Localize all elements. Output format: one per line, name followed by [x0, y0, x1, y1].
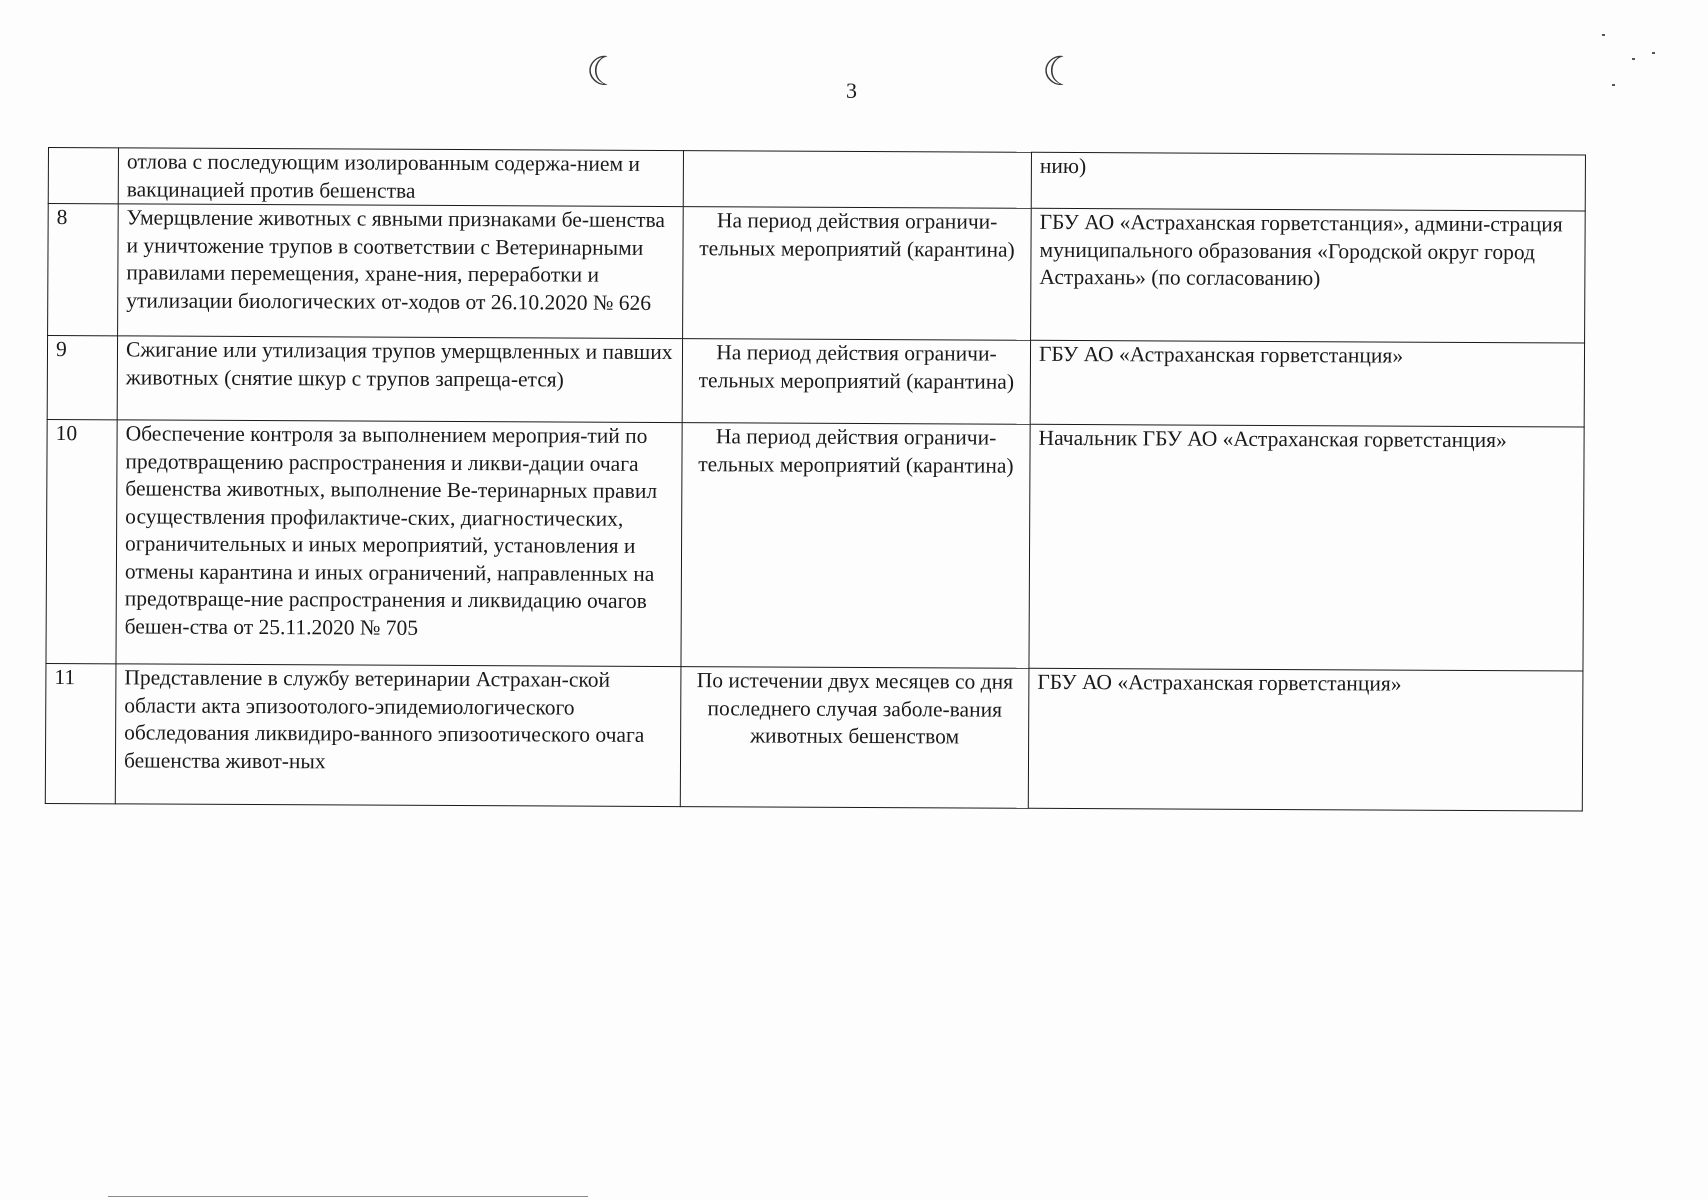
period-cell: По истечении двух месяцев со дня последнего случая заболе-вания животных бешенством: [680, 667, 1029, 809]
period-cell: На период действия ограничи-тельных мероприятий (карантина): [683, 207, 1032, 341]
action-cell: Умерщвление животных с явными признаками бе-шенства и уничтожение трупов в соответствии с Ветеринарными правилами перемещения, хране-ния, переработки и утилизации биологических от-ходов от 26.10.2020 № 626: [118, 204, 684, 339]
action-cell: Представление в службу ветеринарии Астрахан-ской области акта эпизоотолого-эпидемиологического обследования ликвидиро-ванного эпизоотического очага бешенства живот-ных: [115, 664, 681, 807]
table-row: [48, 148, 1585, 212]
scan-speck: [1602, 34, 1605, 36]
period-cell: [683, 151, 1031, 209]
row-number: [48, 148, 118, 204]
action-cell: отлова с последующим изолированным содержа-нием и вакцинацией против бешенства: [118, 148, 683, 207]
table-row: [45, 663, 1583, 811]
page-number: 3: [846, 78, 857, 103]
scan-speck: [1632, 58, 1635, 60]
responsible-cell: ГБУ АО «Астраханская горветстанция», админи-страция муниципального образования «Городской округ город Астрахань» (по согласованию): [1031, 208, 1586, 343]
table-row: [46, 419, 1584, 671]
hole-punch-mark-left: ☾: [586, 49, 622, 95]
table-row: [48, 204, 1586, 344]
responsible-cell: ГБУ АО «Астраханская горветстанция»: [1028, 668, 1583, 811]
responsible-cell: ГБУ АО «Астраханская горветстанция»: [1030, 340, 1584, 427]
row-number: 9: [47, 336, 117, 420]
footer-rule: [108, 1196, 588, 1197]
table-row: [47, 336, 1584, 428]
scan-speck: [1652, 52, 1655, 54]
measures-table: [45, 147, 1586, 812]
period-cell: На период действия ограничи-тельных мероприятий (карантина): [682, 339, 1030, 425]
action-cell: Обеспечение контроля за выполнением мероприя-тий по предотвращению распространения и ликви-дации очага бешенства животных, выполнение Ве-теринарных правил осуществления профилактиче-ских, диагностических, ограничительных и иных мероприятий, установления и отмены карантина и иных ограничений, направленных на предотвраще-ние распространения и ликвидацию очагов бешен-ства от 25.11.2020 № 705: [116, 420, 682, 667]
scan-speck: [1612, 84, 1615, 86]
period-cell: На период действия ограничи-тельных мероприятий (карантина): [681, 423, 1030, 669]
responsible-cell: Начальник ГБУ АО «Астраханская горветстанция»: [1029, 424, 1584, 671]
row-number: 10: [46, 419, 117, 663]
hole-punch-mark-right: ☾: [1042, 49, 1078, 95]
action-cell: Сжигание или утилизация трупов умерщвленных и павших животных (снятие шкур с трупов запреща-ется): [117, 336, 682, 423]
row-number: 11: [45, 663, 116, 803]
responsible-cell: нию): [1031, 152, 1585, 211]
row-number: 8: [48, 204, 119, 336]
